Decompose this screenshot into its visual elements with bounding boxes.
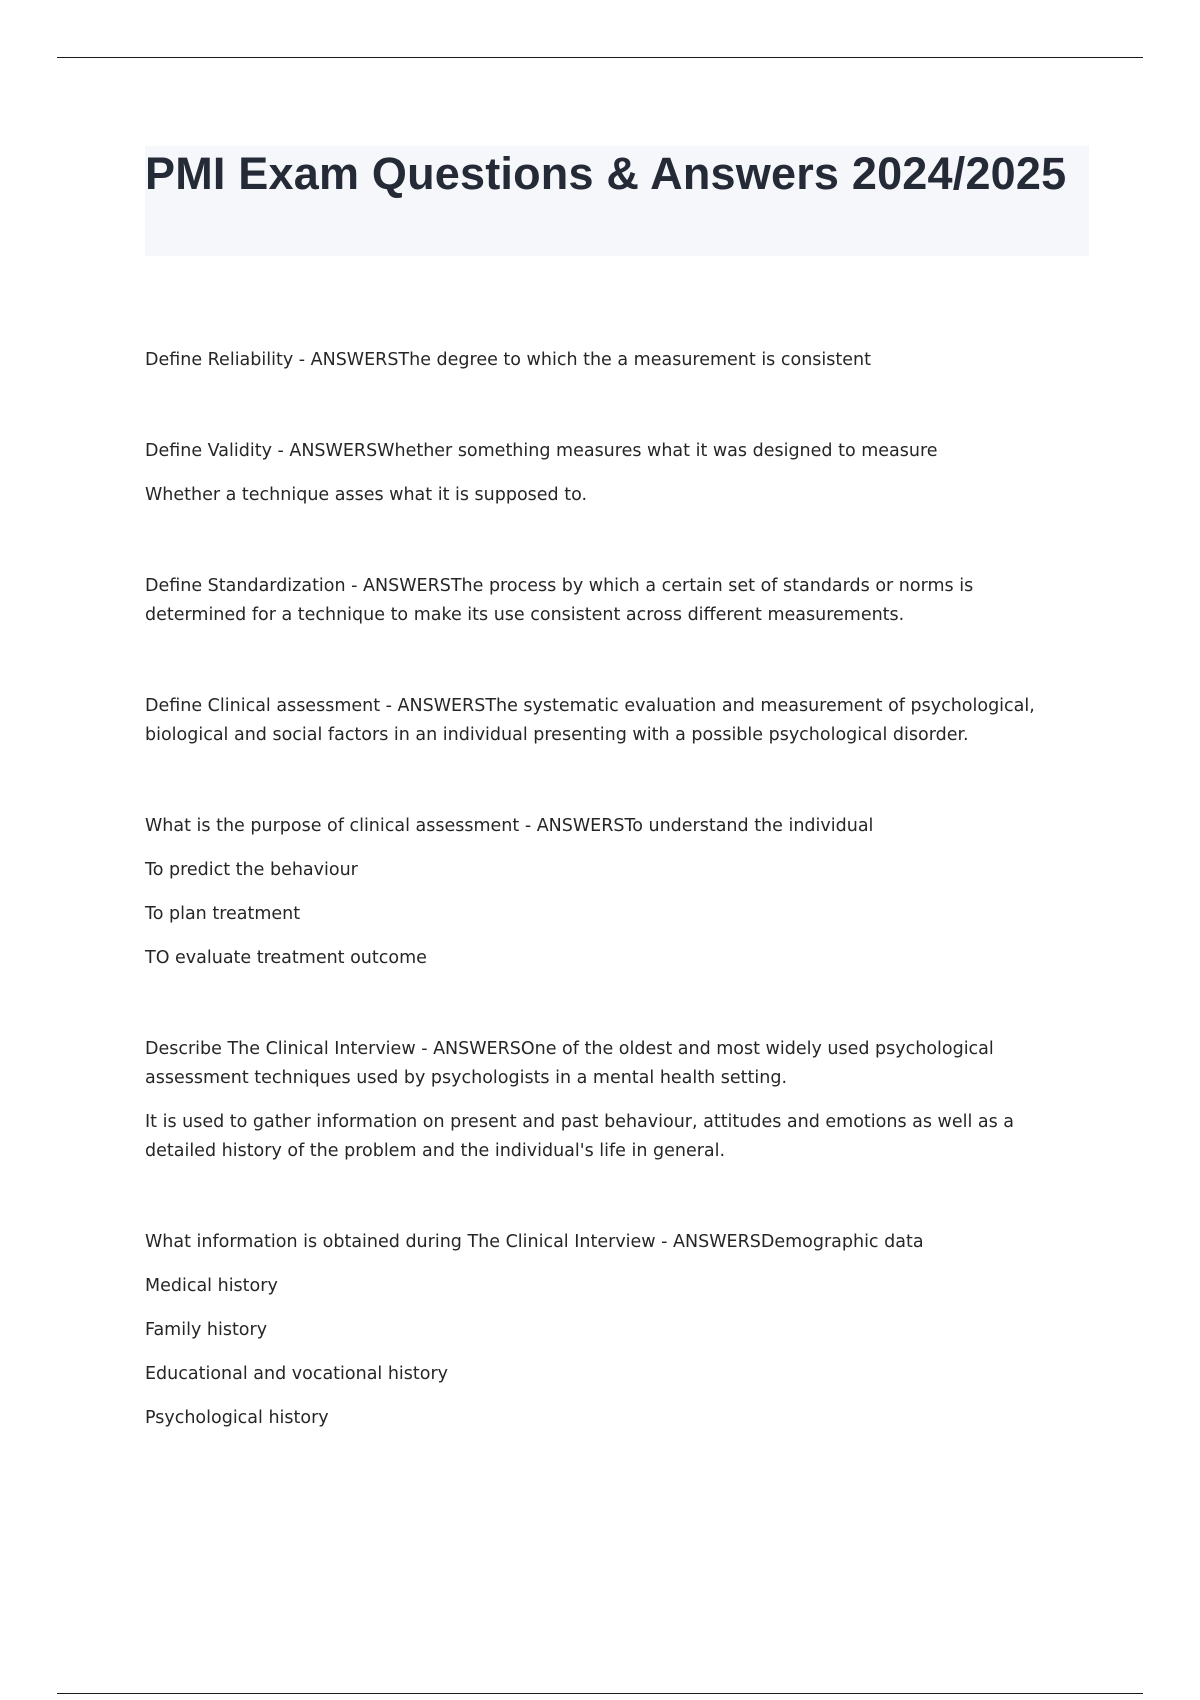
qa-text: Define Validity - ANSWERSWhether something measures what it was designed to measure [145,441,938,461]
page-title: PMI Exam Questions & Answers 2024/2025 [145,148,1067,199]
qa-text: Define Standardization - ANSWERSThe process by which a certain set of standards or norms is determined for a technique to make its use consistent across different measurements. [145,576,974,625]
qa-text: Define Clinical assessment - ANSWERSThe systematic evaluation and measurement of psychological, biological and social factors in an individual presenting with a possible psychological disorder. [145,696,1035,745]
qa-text: It is used to gather information on present and past behaviour, attitudes and emotions as well as a detailed history of the problem and the individual's life in general. [145,1112,1015,1161]
qa-text: Whether a technique asses what it is supposed to. [145,485,588,505]
qa-item-interview-information [145,1228,1065,1433]
qa-text: Psychological history [145,1408,329,1428]
qa-text: What is the purpose of clinical assessment - ANSWERSTo understand the individual [145,816,874,836]
top-divider [57,57,1143,58]
qa-text: Define Reliability - ANSWERSThe degree to which the a measurement is consistent [145,350,871,370]
qa-item-clinical-interview [145,1035,1065,1166]
qa-item-standardization [145,572,1065,630]
qa-text: TO evaluate treatment outcome [145,948,427,968]
bottom-divider [57,1693,1143,1694]
qa-list [145,346,1065,1495]
qa-text: Educational and vocational history [145,1364,449,1384]
qa-item-clinical-assessment [145,692,1065,750]
qa-text: Family history [145,1320,268,1340]
qa-item-validity [145,437,1065,510]
qa-text: To predict the behaviour [145,860,358,880]
qa-text: To plan treatment [145,904,301,924]
qa-item-assessment-purpose [145,812,1065,973]
qa-text: What information is obtained during The Clinical Interview - ANSWERSDemographic data [145,1232,924,1252]
title-banner [145,146,1089,256]
qa-text: Describe The Clinical Interview - ANSWERSOne of the oldest and most widely used psychological assessment techniques used by psychologists in a mental health setting. [145,1039,994,1088]
qa-text: Medical history [145,1276,278,1296]
qa-item-reliability [145,346,1065,375]
